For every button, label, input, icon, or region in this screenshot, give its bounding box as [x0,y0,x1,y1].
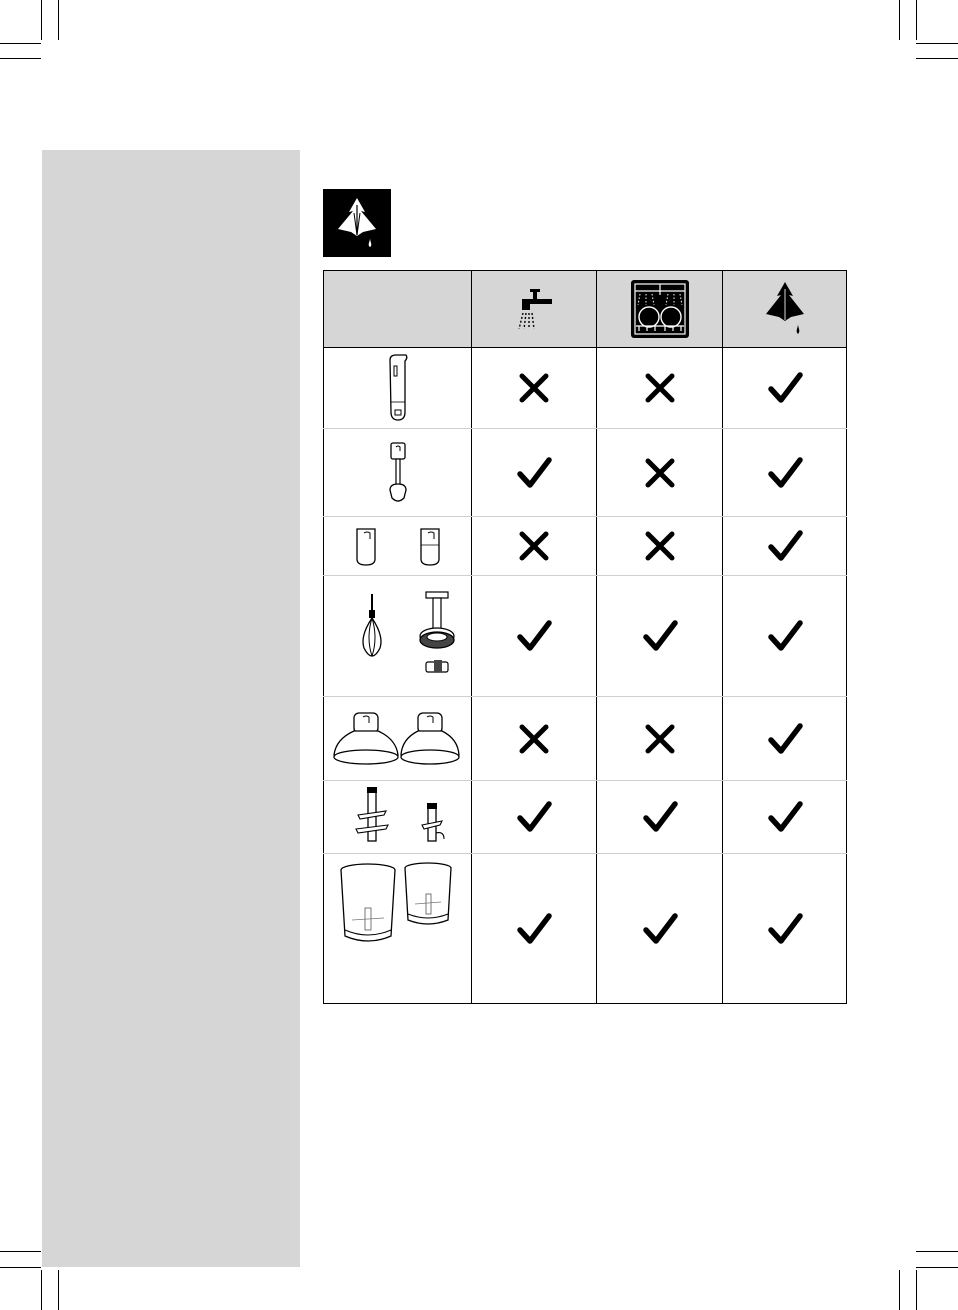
coupling-units-icon [324,523,471,569]
tap-cell [472,781,597,854]
part-cell [324,517,472,576]
crop-mark [41,0,42,40]
table-row [324,854,847,1004]
not-allowed-cross-icon [472,373,596,403]
dishwasher-cell [597,576,723,697]
crop-mark [916,43,958,44]
part-cell [324,348,472,429]
crop-mark [41,1270,42,1310]
chopper-bowls-icon [324,860,471,952]
cloth-cell [723,854,847,1004]
whisk-and-mashing-accessory-icon [324,588,471,684]
dishwasher-cell [597,854,723,1004]
crop-mark [58,1270,59,1310]
allowed-check-icon [472,456,596,490]
allowed-check-icon [723,800,846,834]
dishwasher-icon [597,279,722,339]
cleaning-table [323,270,847,1004]
allowed-check-icon [723,619,846,653]
part-cell [324,854,472,1004]
cloth-cell [723,576,847,697]
crop-mark [916,0,917,40]
table-row [324,781,847,854]
cloth-cell [723,429,847,517]
header-cell-cloth [723,271,847,348]
drip-dry-cloth-icon [723,279,846,339]
allowed-check-icon [723,912,846,946]
header-cell-dishwasher [597,271,723,348]
allowed-check-icon [472,800,596,834]
crop-mark [916,58,958,59]
table-row [324,429,847,517]
part-cell [324,697,472,781]
table-row [324,576,847,697]
tap-cell [472,517,597,576]
header-cell-parts [324,271,472,348]
table-row [324,697,847,781]
allowed-check-icon [723,529,846,563]
crop-mark [0,1267,41,1268]
page-side-band [42,150,300,1267]
dishwasher-cell [597,781,723,854]
tap-cell [472,697,597,781]
table-row [324,517,847,576]
dishwasher-cell [597,517,723,576]
running-tap-water-icon [472,285,596,333]
tap-cell [472,429,597,517]
chopper-lids-icon [324,709,471,769]
crop-mark [916,1270,917,1310]
chopper-blades-icon [324,785,471,849]
crop-mark [899,0,900,40]
crop-mark [0,43,41,44]
allowed-check-icon [723,456,846,490]
cloth-cell [723,517,847,576]
drip-dry-cloth-icon [323,189,391,257]
allowed-check-icon [472,912,596,946]
not-allowed-cross-icon [597,724,722,754]
tap-cell [472,854,597,1004]
header-cell-tap [472,271,597,348]
table-row [324,348,847,429]
tap-cell [472,576,597,697]
table-header-row [324,271,847,348]
cloth-cell [723,697,847,781]
not-allowed-cross-icon [597,531,722,561]
allowed-check-icon [597,912,722,946]
cloth-cell [723,781,847,854]
part-cell [324,429,472,517]
motor-unit-icon [324,352,471,424]
crop-mark [0,58,41,59]
part-cell [324,781,472,854]
tap-cell [472,348,597,429]
not-allowed-cross-icon [472,724,596,754]
not-allowed-cross-icon [472,531,596,561]
crop-mark [916,1251,958,1252]
part-cell [324,576,472,697]
allowed-check-icon [472,619,596,653]
dishwasher-cell [597,429,723,517]
allowed-check-icon [597,619,722,653]
allowed-check-icon [597,800,722,834]
dishwasher-cell [597,348,723,429]
crop-mark [0,1251,41,1252]
cloth-cell [723,348,847,429]
crop-mark [916,1267,958,1268]
dishwasher-cell [597,697,723,781]
crop-mark [899,1270,900,1310]
not-allowed-cross-icon [597,373,722,403]
allowed-check-icon [723,371,846,405]
allowed-check-icon [723,722,846,756]
not-allowed-cross-icon [597,458,722,488]
crop-mark [58,0,59,40]
blender-bar-icon [324,440,471,506]
